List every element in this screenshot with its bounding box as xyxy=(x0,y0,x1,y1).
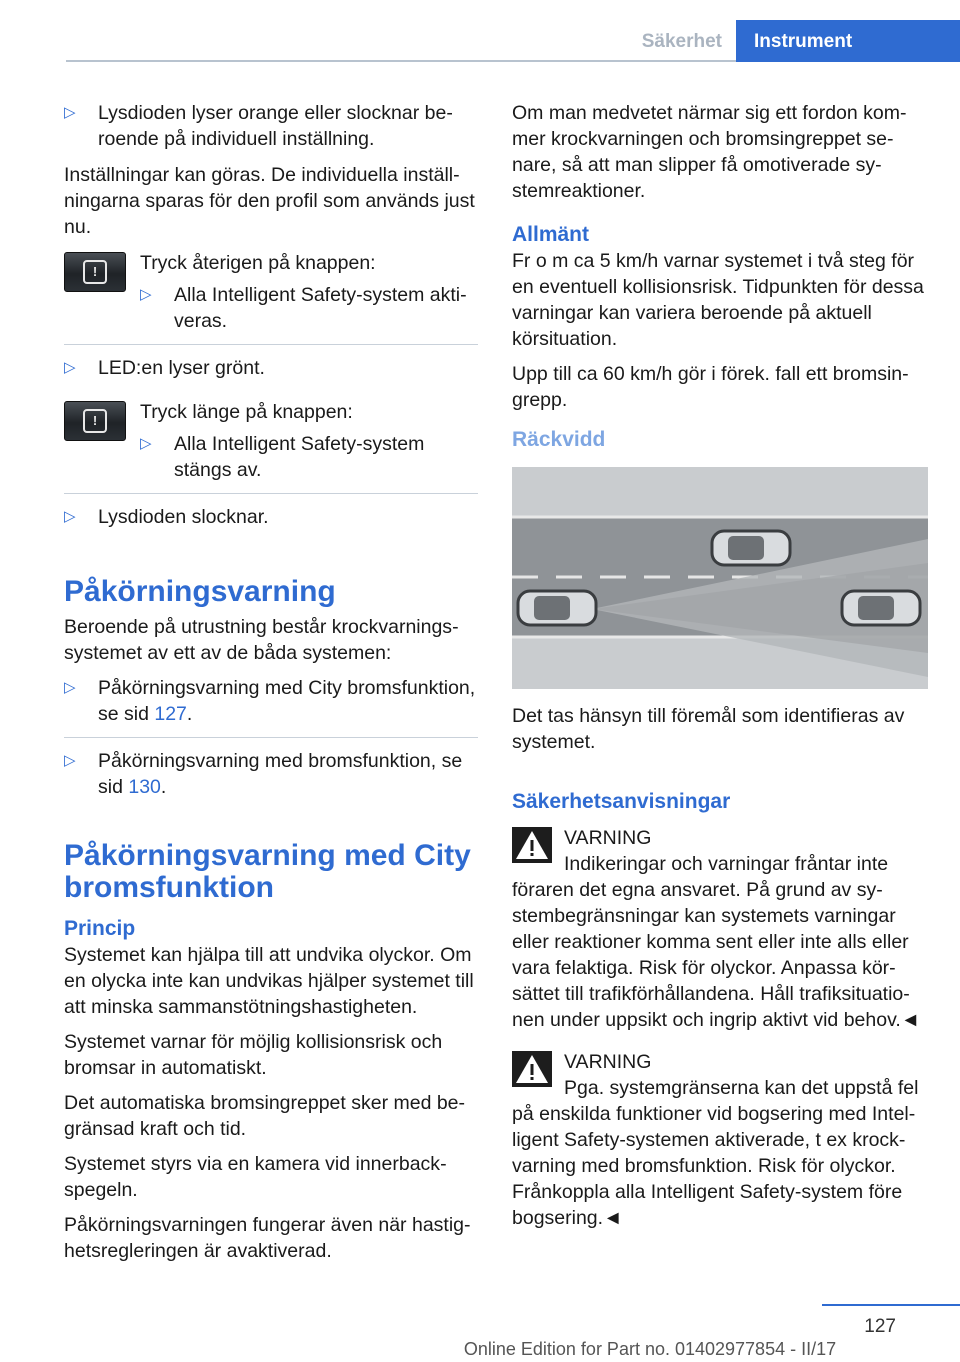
page-number: 127 xyxy=(864,1316,896,1337)
warning-triangle-icon xyxy=(512,827,552,863)
subsection-heading: Säkerhetsanvisningar xyxy=(512,790,731,813)
divider xyxy=(64,493,478,494)
edition-text: Online Edition for Part no. 01402977854 - II/17 xyxy=(463,1339,837,1359)
list-item: ▷ Påkörningsvarning med City bromsfunktion, se sid 127. xyxy=(64,677,476,725)
triangle-right-icon: ▷ xyxy=(64,752,76,769)
footer-rule xyxy=(822,1304,960,1306)
triangle-right-icon: ▷ xyxy=(64,508,76,525)
paragraph: Beroende på utrustning består krockvarningssystemet av ett av de båda systemen: xyxy=(64,616,459,664)
header-active-section[interactable]: Instrument xyxy=(736,20,960,62)
header-section[interactable]: Säkerhet xyxy=(641,31,722,52)
paragraph: Fr o m ca 5 km/h varnar systemet i två steg för en eventuell kollisionsrisk. Tidpunkten för dessa varningar kan variera beroende på aktuell körsituation. xyxy=(512,250,924,350)
triangle-right-icon: ▷ xyxy=(140,435,152,452)
subsection-heading: Räckvidd xyxy=(512,428,606,451)
list-item: ▷ Påkörningsvarning med bromsfunktion, se sid 130. xyxy=(64,750,463,798)
section-heading: Påkörningsvarning xyxy=(64,575,336,608)
list-item: ▷ LED:en lyser grönt. xyxy=(64,357,265,379)
page-link[interactable]: 127 xyxy=(154,703,187,725)
warning-text: föraren det egna ansvaret. På grund av systembegränsningar kan systemets varningar eller reaktioner komma sent eller inte alls eller vara felaktiga. Risk för olyckor. Anpassa körsättet till trafikförhållandena. Håll trafiksituationen under uppsikt och ingrip aktivt vid behov.◄ xyxy=(512,879,921,1031)
instruction-text: Tryck länge på knappen: xyxy=(140,401,353,423)
list-item: ▷ Alla Intelligent Safety-system aktiveras. xyxy=(140,284,467,332)
subsection-heading: Allmänt xyxy=(512,223,590,246)
figure-caption: Det tas hänsyn till föremål som identifieras av systemet. xyxy=(512,705,905,753)
page-link[interactable]: 130 xyxy=(128,776,161,798)
detection-range-illustration xyxy=(512,467,928,689)
list-item: ▷ Lysdioden slocknar. xyxy=(64,506,269,528)
paragraph: Det automatiska bromsingreppet sker med begränsad kraft och tid. xyxy=(64,1092,466,1140)
warning-triangle-icon xyxy=(512,1051,552,1087)
divider xyxy=(64,344,478,345)
paragraph: Systemet styrs via en kamera vid innerbackspegeln. xyxy=(64,1153,447,1201)
warning-text: på enskilda funktioner vid bogsering med Intelligent Safety-systemen aktiverade, t ex krockvarning med bromsfunktion. Risk för olyckor. Frånkoppla alla Intelligent Safety-system före bogsering.◄ xyxy=(512,1103,916,1229)
list-item: ▷ Alla Intelligent Safety-system stängs av. xyxy=(140,433,425,481)
warning-block xyxy=(512,825,928,1033)
paragraph: Påkörningsvarningen fungerar även när hastighetsregleringen är avaktiverad. xyxy=(64,1214,471,1262)
warning-first-line: Indikeringar och varningar fråntar inte xyxy=(564,853,889,875)
button-instruction xyxy=(64,250,478,344)
car-icon xyxy=(712,531,790,565)
instruction-text: Tryck återigen på knappen: xyxy=(140,252,376,274)
warning-first-line: Pga. systemgränserna kan det uppstå fel xyxy=(564,1077,919,1099)
paragraph: Systemet kan hjälpa till att undvika olyckor. Om en olycka inte kan undvikas hjälper systemet till att minska sammanstötningshastigheten. xyxy=(64,944,474,1018)
intelligent-safety-button-icon: ! xyxy=(64,252,126,292)
section-heading: Påkörningsvarning med City bromsfunktion xyxy=(64,839,471,904)
left-column xyxy=(64,100,478,1273)
car-icon xyxy=(518,591,596,625)
intelligent-safety-button-icon: ! xyxy=(64,401,126,441)
triangle-right-icon: ▷ xyxy=(140,286,152,303)
triangle-right-icon: ▷ xyxy=(64,679,76,696)
right-column xyxy=(512,100,928,1245)
car-icon xyxy=(842,591,920,625)
road-diagram xyxy=(512,467,928,689)
paragraph: Systemet varnar för möjlig kollisionsrisk och bromsar in automatiskt. xyxy=(64,1031,443,1079)
paragraph: Upp till ca 60 km/h gör i förek. fall ett bromsingrepp. xyxy=(512,363,909,411)
list-item: ▷ Lysdioden lyser orange eller slocknar beroende på individuell inställning. xyxy=(64,102,453,150)
subsection-heading: Princip xyxy=(64,917,136,940)
paragraph: Inställningar kan göras. De individuella inställningarna sparas för den profil som används just nu. xyxy=(64,164,475,238)
warning-title: VARNING xyxy=(564,827,652,849)
triangle-right-icon: ▷ xyxy=(64,104,76,121)
triangle-right-icon: ▷ xyxy=(64,359,76,376)
divider xyxy=(64,737,478,738)
warning-title: VARNING xyxy=(564,1051,652,1073)
paragraph: Om man medvetet närmar sig ett fordon kommer krockvarningen och bromsingreppet senare, så att man slipper få omotiverade systemreaktioner. xyxy=(512,102,907,202)
warning-block xyxy=(512,1049,928,1231)
button-instruction xyxy=(64,399,478,493)
